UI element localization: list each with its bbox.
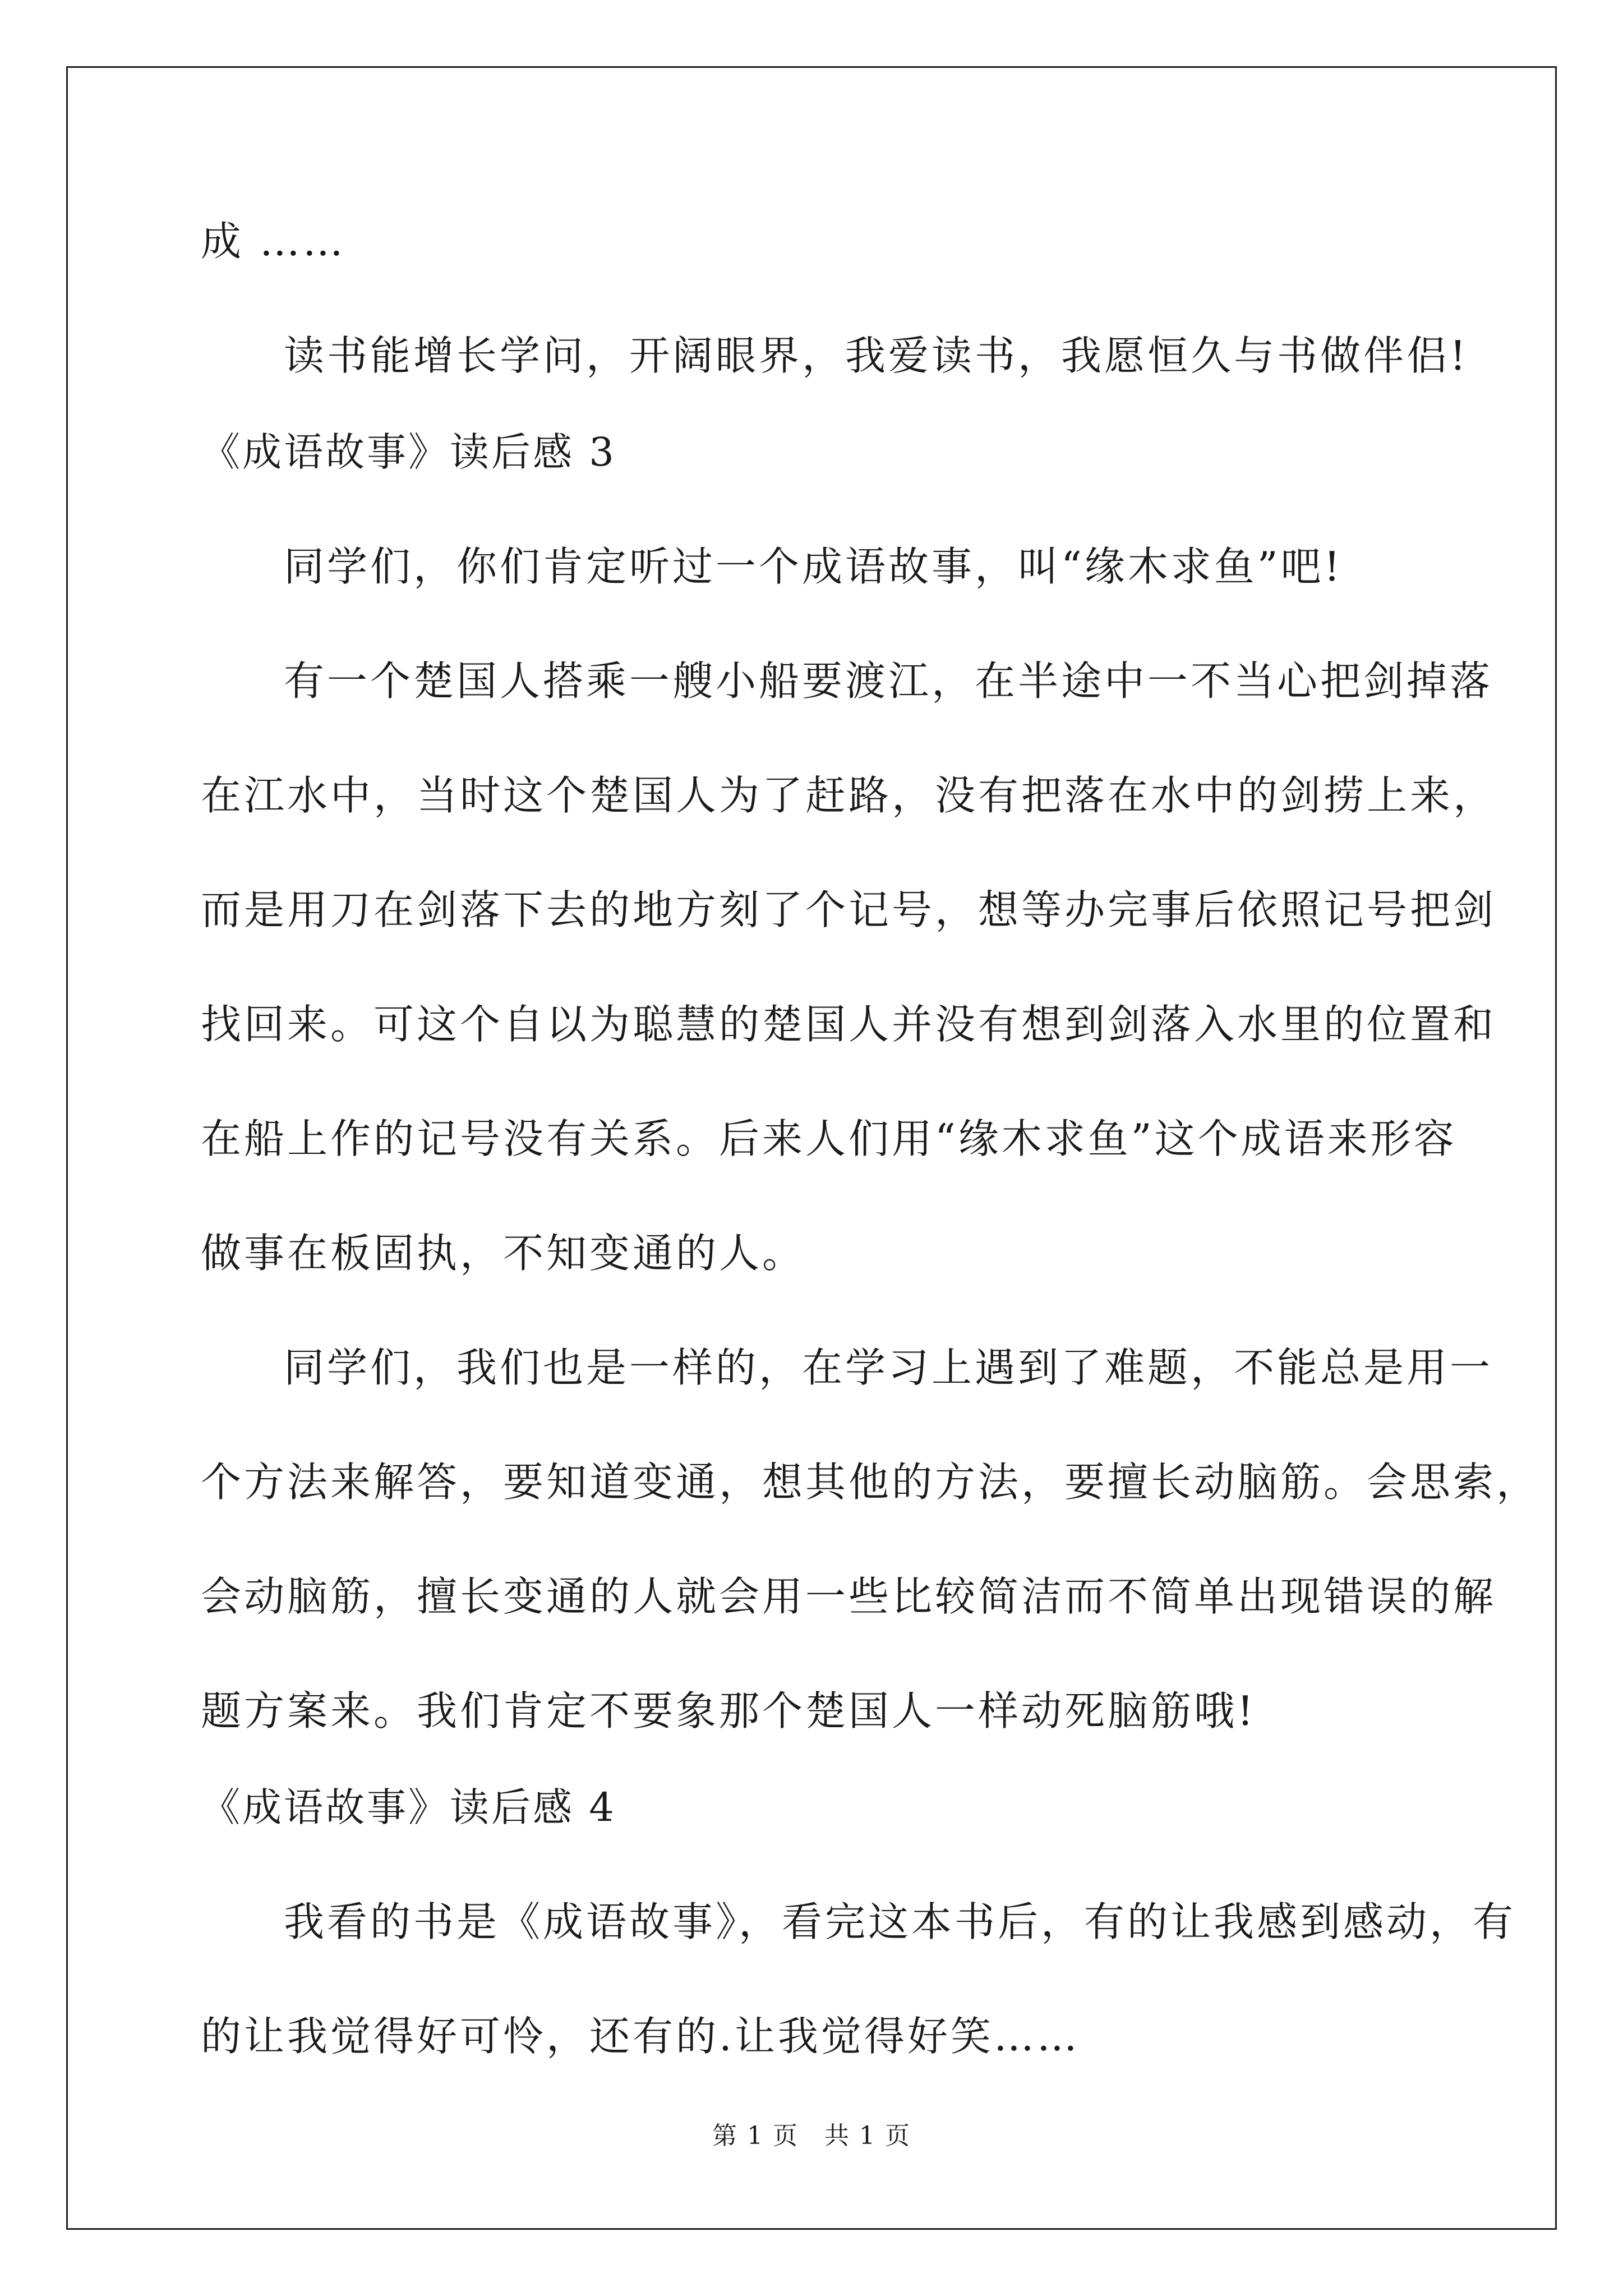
text-line: 会动脑筋，擅长变通的人就会用一些比较简洁而不简单出现错误的解 xyxy=(201,1573,1497,1620)
section-heading: 《成语故事》读后感 3 xyxy=(201,429,616,475)
paragraph-line: 有一个楚国人搭乘一艘小船要渡江，在半途中一不当心把剑掉落 xyxy=(284,657,1493,705)
section-heading: 《成语故事》读后感 4 xyxy=(201,1784,616,1830)
paragraph-line: 读书能增长学问，开阔眼界，我爱读书，我愿恒久与书做伴侣! xyxy=(284,332,1469,379)
text-line: 成 …… xyxy=(201,218,346,265)
text-line: 个方法来解答，要知道变通，想其他的方法，要擅长动脑筋。会思索， xyxy=(201,1458,1540,1506)
paragraph-line: 我看的书是《成语故事》，看完这本书后，有的让我感到感动，有 xyxy=(284,1898,1516,1945)
document-body xyxy=(201,213,1540,2064)
paragraph-line: 同学们，我们也是一样的，在学习上遇到了难题，不能总是用一 xyxy=(284,1344,1493,1391)
text-line: 题方案来。我们肯定不要象那个楚国人一样动死脑筋哦! xyxy=(201,1687,1256,1734)
text-line: 在江水中，当时这个楚国人为了赶路，没有把落在水中的剑捞上来， xyxy=(201,772,1497,819)
text-line: 做事在板固执，不知变通的人。 xyxy=(201,1230,806,1277)
page-number: 第 1 页 共 1 页 xyxy=(712,2122,911,2150)
text-line: 在船上作的记号没有关系。后来人们用“缘木求鱼”这个成语来形容 xyxy=(201,1115,1457,1162)
text-line: 而是用刀在剑落下去的地方刻了个记号，想等办完事后依照记号把剑 xyxy=(201,886,1497,933)
paragraph-line: 同学们，你们肯定听过一个成语故事，叫“缘木求鱼”吧! xyxy=(284,543,1343,590)
text-line: 找回来。可这个自以为聪慧的楚国人并没有想到剑落入水里的位置和 xyxy=(201,1001,1497,1048)
text-line: 的让我觉得好可怜，还有的.让我觉得好笑…… xyxy=(201,2013,1080,2060)
